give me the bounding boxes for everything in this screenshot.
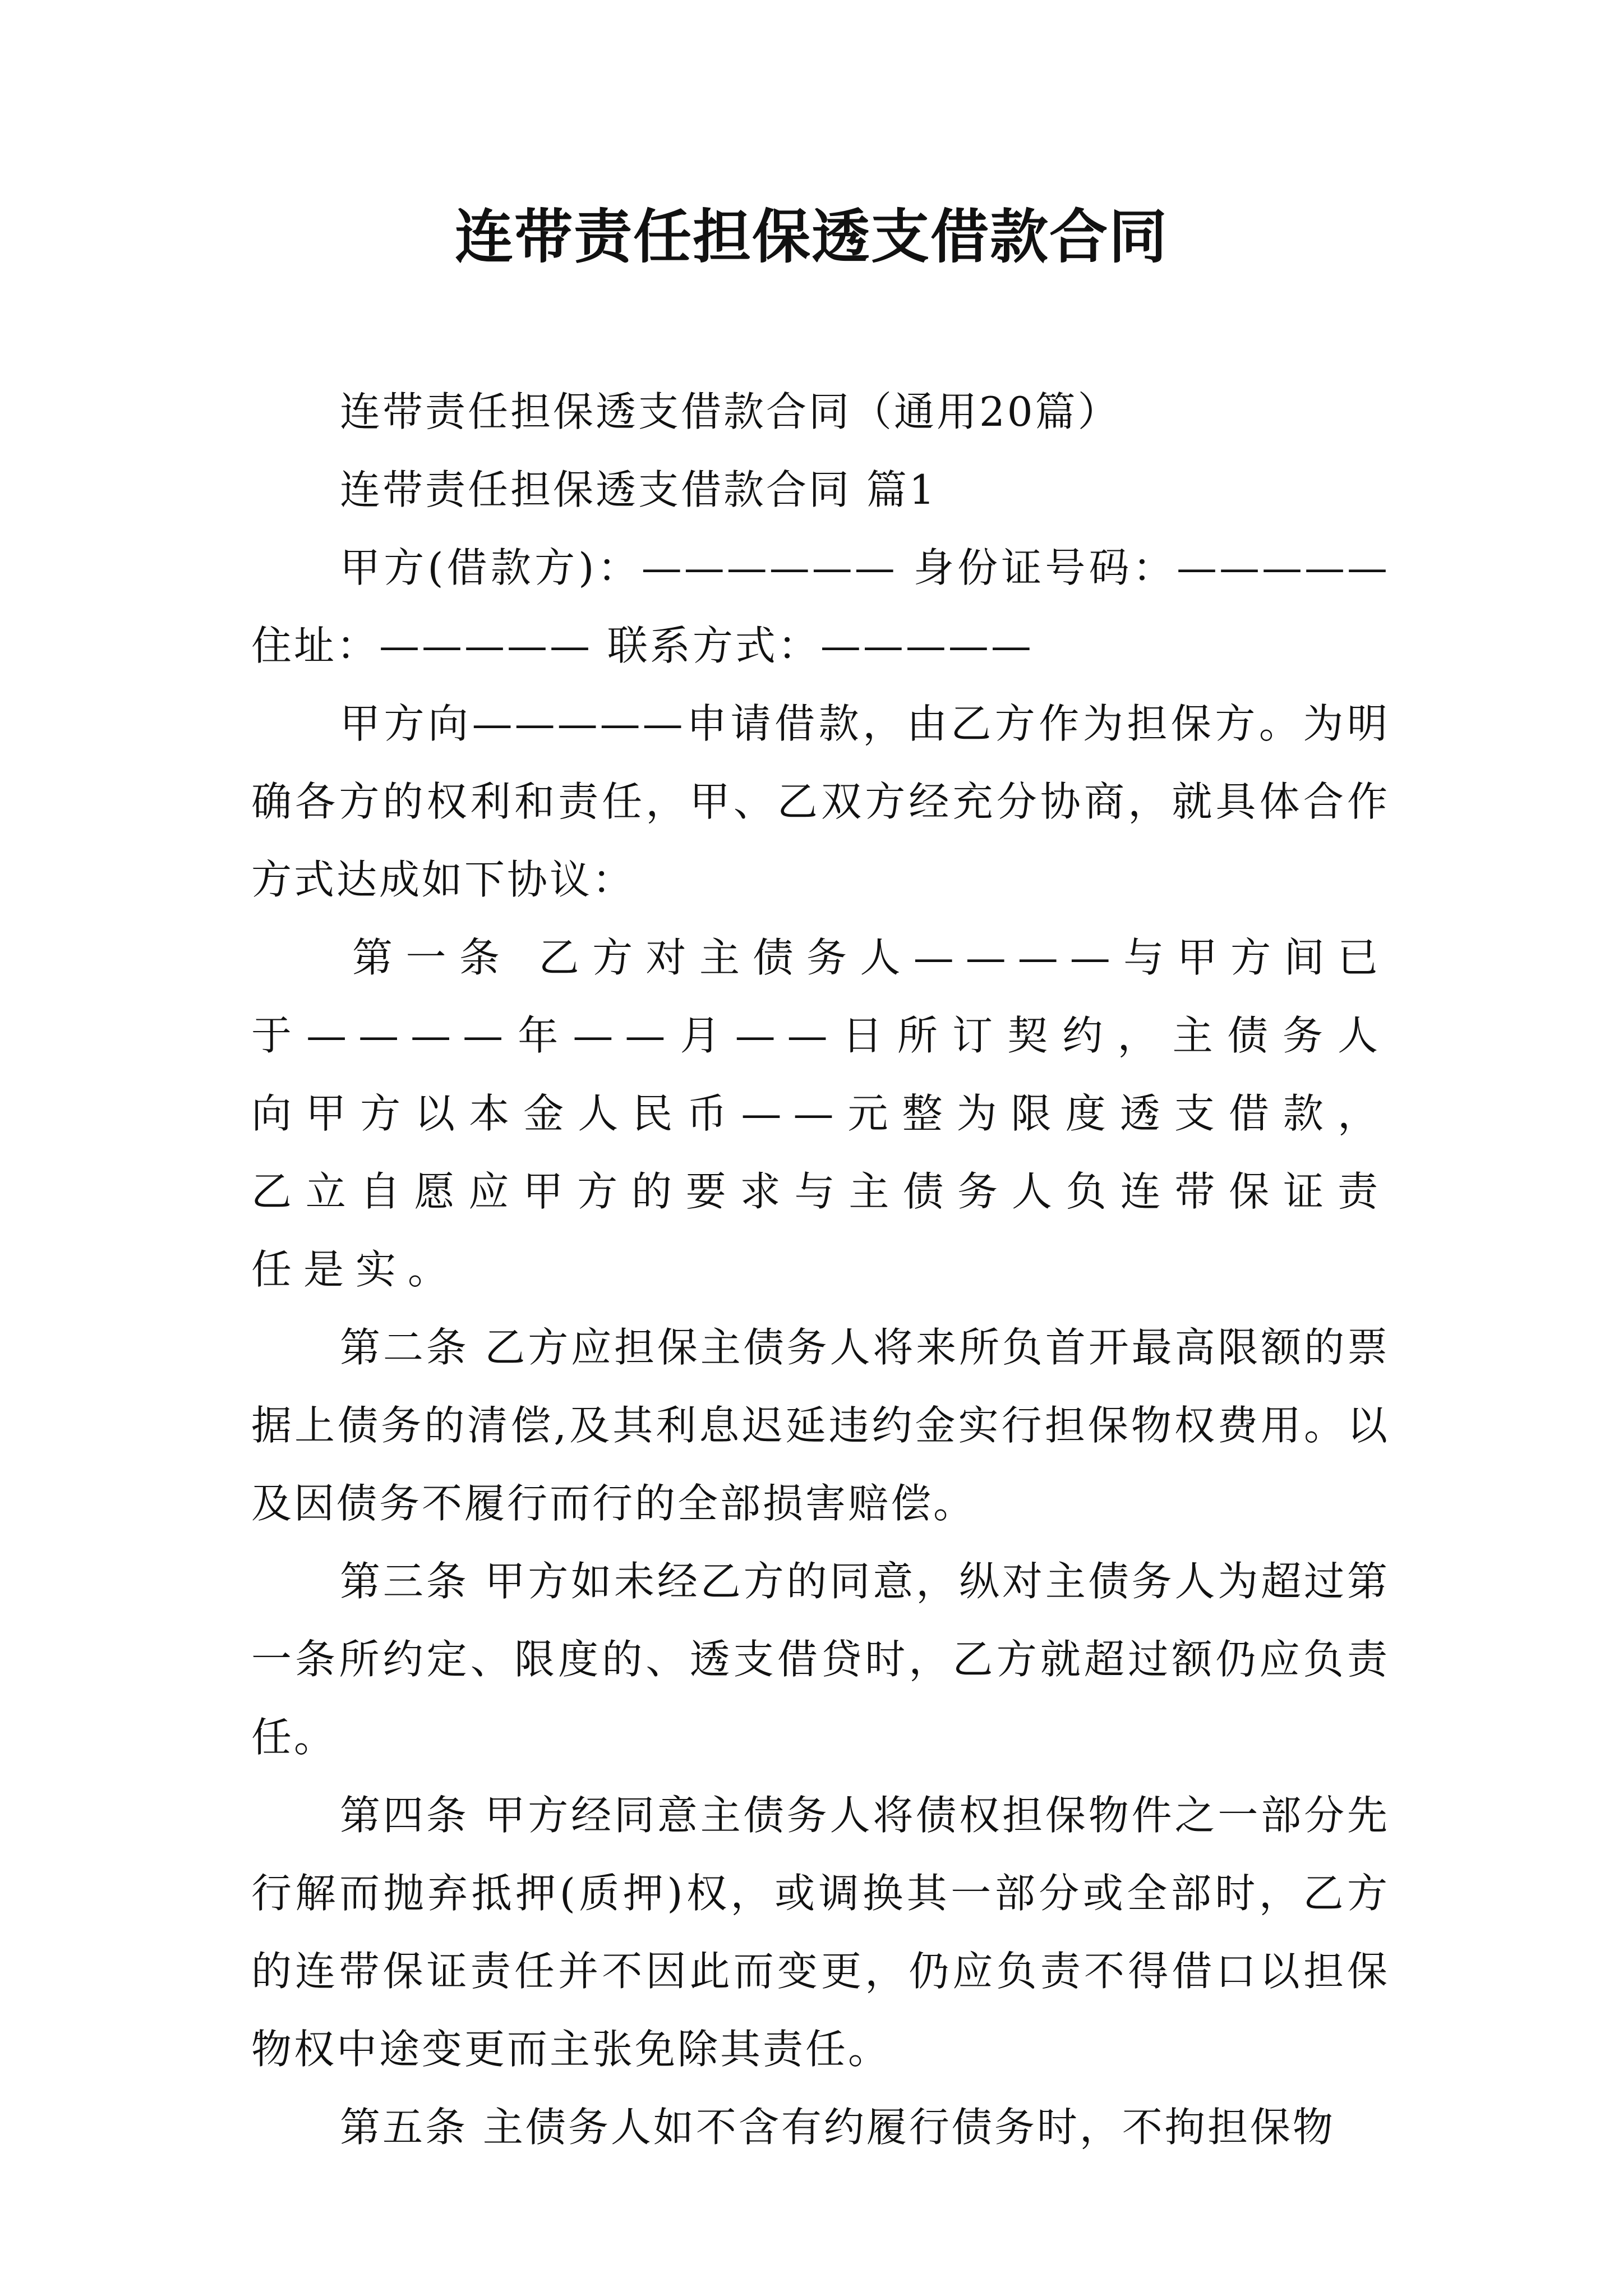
- document-body: [251, 373, 1390, 2166]
- document-title: 连带责任担保透支借款合同: [454, 202, 1168, 271]
- paragraph-heading: 连带责任担保透支借款合同（通用20篇）: [340, 388, 1121, 435]
- paragraph-party-a-info: 甲方(借款方)：—————— 身份证号码：————— 住址：————— 联系方式：—————: [251, 544, 1390, 669]
- paragraph-preamble: 甲方向—————申请借款，由乙方作为担保方。为明确各方的权利和责任，甲、乙双方经充分协商，就具体合作方式达成如下协议：: [251, 700, 1390, 903]
- paragraph-clause-4: 第四条 甲方经同意主债务人将债权担保物件之一部分先行解而抛弃抵押(质押)权，或调换其一部分或全部时，乙方的连带保证责任并不因此而变更，仍应负责不得借口以担保物权中途变更而主张免除其责任。: [251, 1792, 1390, 2073]
- paragraph-clause-1: 第一条 乙方对主债务人————与甲方间已于————年——月——日所订契约，主债务人向甲方以本金人民币——元整为限度透支借款，乙立自愿应甲方的要求与主债务人负连带保证责任是实。: [251, 934, 1390, 1293]
- paragraph-clause-2: 第二条 乙方应担保主债务人将来所负首开最高限额的票据上债务的清偿,及其利息迟延违约金实行担保物权费用。以及因债务不履行而行的全部损害赔偿。: [251, 1324, 1390, 1527]
- paragraph-clause-3: 第三条 甲方如未经乙方的同意，纵对主债务人为超过第一条所约定、限度的、透支借贷时，乙方就超过额仍应负责任。: [251, 1558, 1390, 1761]
- paragraph-article-title: 连带责任担保透支借款合同 篇1: [340, 466, 937, 513]
- paragraph-clause-5: 第五条 主债务人如不含有约履行债务时，不拘担保物: [340, 2104, 1335, 2151]
